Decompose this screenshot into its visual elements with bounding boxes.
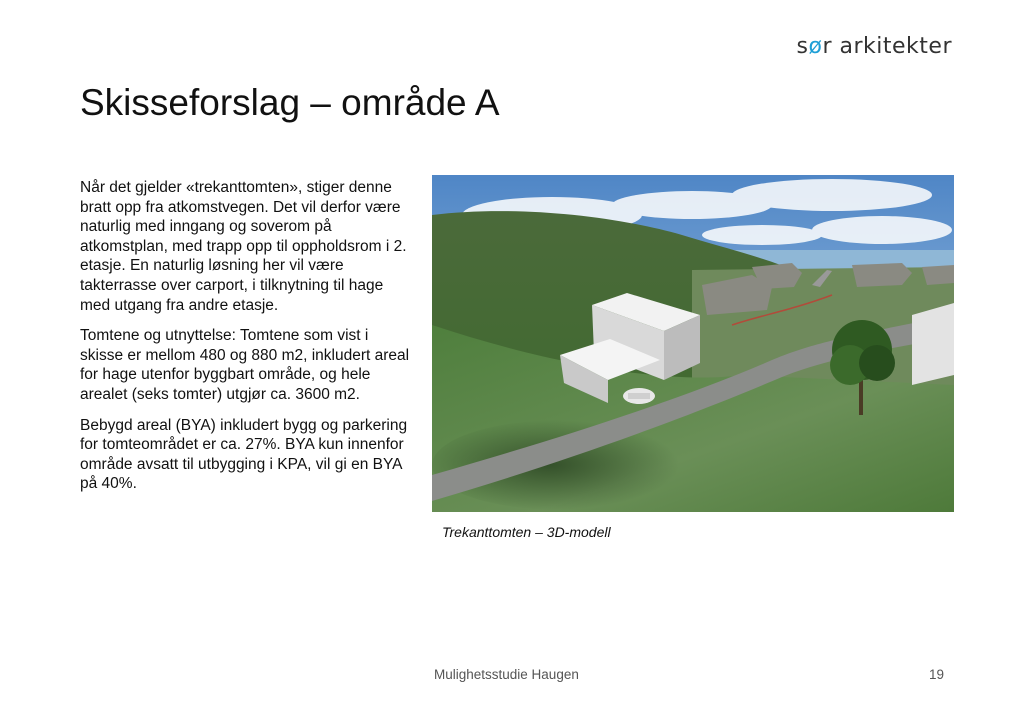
logo-text-start: s <box>796 34 809 59</box>
slide-title: Skisseforslag – område A <box>80 82 500 123</box>
3d-model-image <box>432 175 954 512</box>
logo-text-end: r arkitekter <box>822 34 952 59</box>
paragraph-tomtene: Tomtene og utnyttelse: Tomtene som vist i skisse er mellom 480 og 880 m2, inkludert areal for hage utenfor byggbart område, og hele arealet (seks tomter) utgjør ca. 3600 m2. <box>80 327 410 403</box>
paragraph-trekanttomten: Når det gjelder «trekanttomten», stiger denne bratt opp fra atkomstvegen. Det vil derfor være naturlig med inngang og soverom på atkomstplan, med trapp opp til oppholdsrom i 2. etasje. En naturlig løsning her vil være takterrasse over carport, i tilknytning til hage med utgang fra andre etasje. <box>80 179 407 314</box>
logo-accent-letter: ø <box>808 34 823 59</box>
page-number: 19 <box>929 667 945 682</box>
figure-caption: Trekanttomten – 3D-modell <box>442 524 611 540</box>
footer-document-title: Mulighetsstudie Haugen <box>434 667 579 682</box>
paragraph-bya: Bebygd areal (BYA) inkludert bygg og parkering for tomteområdet er ca. 27%. BYA kun innenfor område avsatt til utbygging i KPA, vil gi en BYA på 40%. <box>80 416 408 493</box>
company-logo <box>797 34 952 59</box>
body-text <box>80 178 410 505</box>
